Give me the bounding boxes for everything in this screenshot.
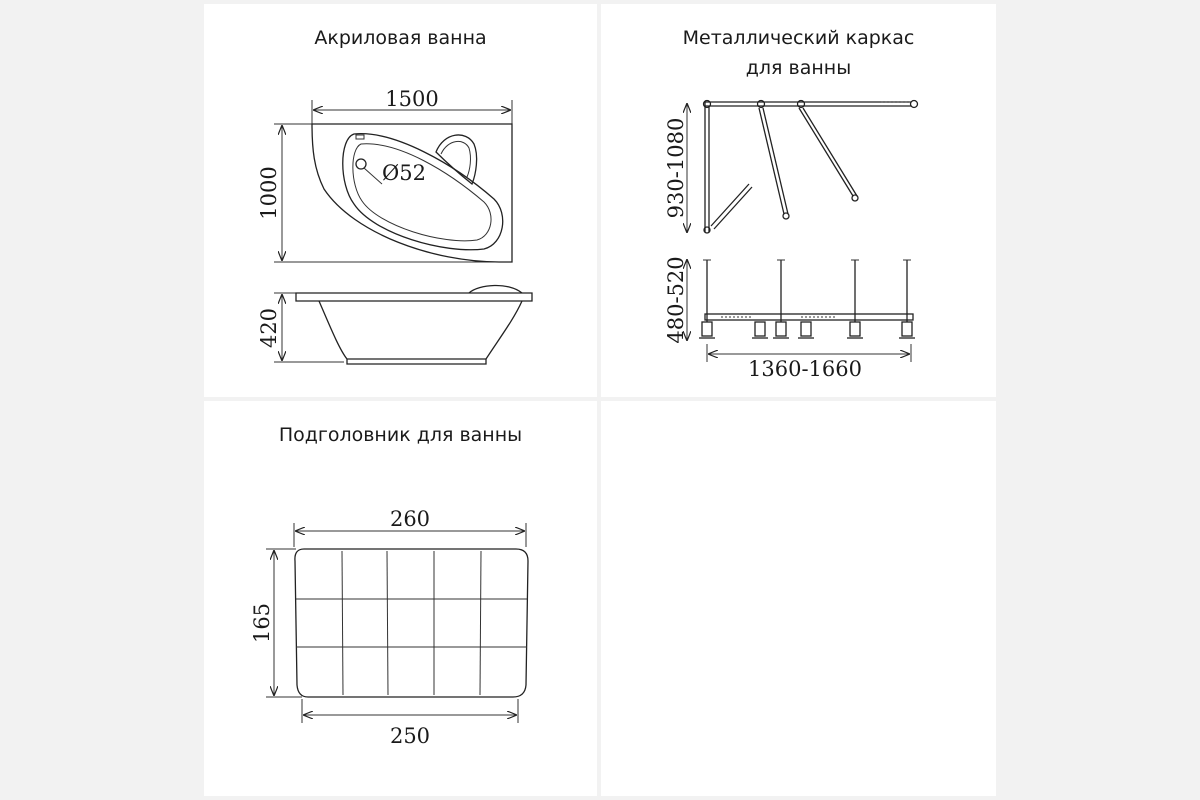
headrest-outline <box>295 549 528 697</box>
bath-drain-label: Ø52 <box>382 161 426 185</box>
headrest-bottom-width-label: 250 <box>389 724 431 748</box>
frame-height-label: 930-1080 <box>664 117 688 219</box>
bath-drain-leader <box>364 168 382 184</box>
frame-title-line2: для ванны <box>745 57 852 79</box>
bath-side-rim <box>296 293 532 301</box>
bath-title: Акриловая ванна <box>314 27 487 49</box>
bath-top-outline <box>312 124 512 262</box>
bath-bowl-outer <box>343 134 503 250</box>
bath-side-headrest <box>469 285 522 293</box>
frame-title-line1: Металлический каркас <box>682 27 915 49</box>
frame-panel <box>601 4 996 397</box>
bath-drawing <box>204 4 597 397</box>
bath-side-body <box>319 301 522 359</box>
frame-length-label: 1360-1660 <box>748 357 862 381</box>
frame-front-view <box>699 260 915 338</box>
bath-drain-hole <box>356 159 366 169</box>
headrest-drawing <box>204 401 597 796</box>
headrest-title: Подголовник для ванны <box>278 424 523 446</box>
frame-leg-label: 480-520 <box>664 256 688 344</box>
frame-drawing <box>601 4 996 397</box>
headrest-top-width-label: 260 <box>389 507 431 531</box>
bath-panel <box>204 4 597 397</box>
bath-headrest-inner <box>441 141 470 177</box>
bath-height-label: 420 <box>257 307 281 349</box>
bath-length-label: 1500 <box>385 87 439 111</box>
headrest-height-label: 165 <box>250 602 274 644</box>
empty-panel <box>601 401 996 796</box>
bath-side-base <box>347 359 486 364</box>
headrest-quilt-lines <box>296 551 527 695</box>
bath-overflow <box>356 135 364 139</box>
bath-width-label: 1000 <box>257 166 281 220</box>
frame-side-view <box>704 101 918 234</box>
headrest-panel <box>204 401 597 796</box>
